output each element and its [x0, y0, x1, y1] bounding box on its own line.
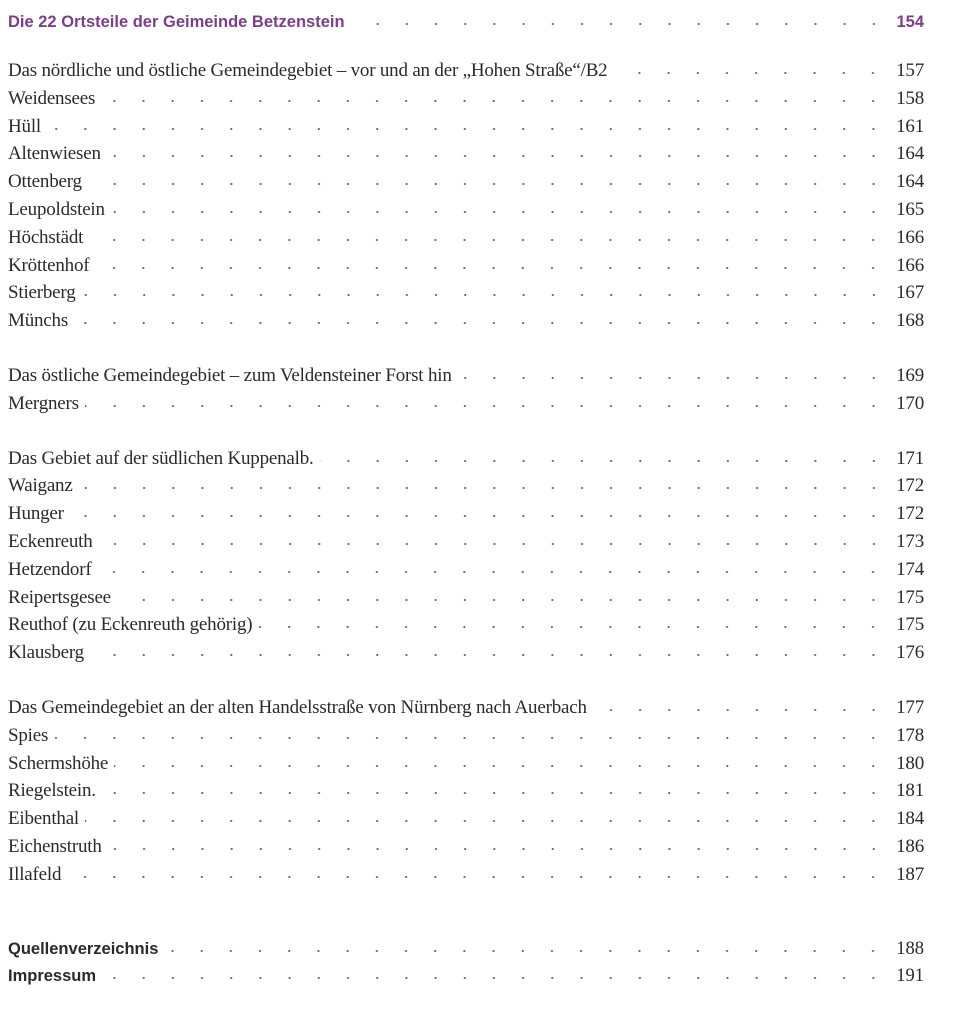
- toc-entry[interactable]: [8, 559, 924, 587]
- toc-entry[interactable]: [8, 227, 924, 255]
- toc-entry-label: Eibenthal: [8, 808, 80, 830]
- toc-entry[interactable]: [8, 282, 924, 310]
- toc-entry[interactable]: [8, 143, 924, 171]
- dot-leader: [85, 818, 888, 824]
- dot-leader: [89, 237, 888, 243]
- toc-entry-page-number: 176: [896, 642, 924, 664]
- toc-entry-page-number: 173: [896, 530, 924, 552]
- toc-entry[interactable]: [8, 587, 924, 615]
- toc-entry-page-number: 177: [896, 696, 924, 718]
- toc-entry[interactable]: [8, 753, 924, 781]
- toc-entry-label: Hunger: [8, 503, 64, 525]
- toc-entry[interactable]: [8, 503, 924, 531]
- toc-entry[interactable]: [8, 393, 924, 421]
- toc-entry-page-number: 166: [896, 226, 924, 248]
- toc-entry[interactable]: [8, 310, 924, 338]
- toc-entry-page-number: 181: [896, 780, 924, 802]
- toc-entry[interactable]: [8, 88, 924, 116]
- toc-entry-page-number: 187: [896, 863, 924, 885]
- toc-section-heading[interactable]: [8, 60, 924, 88]
- dot-leader: [97, 569, 888, 575]
- toc-entry[interactable]: [8, 725, 924, 753]
- toc-sections: [8, 40, 924, 892]
- toc-entry-label: Eichenstruth: [8, 835, 102, 857]
- toc-entry-label: Riegelstein.: [8, 780, 96, 802]
- dot-leader: [351, 21, 888, 27]
- dot-leader: [108, 846, 888, 852]
- toc-entry[interactable]: [8, 864, 924, 892]
- toc-entry-label: Das Gebiet auf der südlichen Kuppenalb.: [8, 447, 314, 469]
- dot-leader: [111, 209, 888, 215]
- dot-leader: [593, 707, 888, 713]
- toc-entry-page-number: 178: [896, 724, 924, 746]
- toc-entry-label: Das nördliche und östliche Gemeindegebiet – vor und an der „Hohen Straße“/B2: [8, 60, 608, 81]
- toc-entry-label: Altenwiesen: [8, 143, 101, 165]
- dot-leader: [107, 153, 888, 159]
- toc-entry[interactable]: [8, 642, 924, 670]
- toc-entry[interactable]: [8, 199, 924, 227]
- toc-entry-label: Leupoldstein: [8, 198, 105, 220]
- toc-chapter-heading[interactable]: [8, 13, 924, 40]
- toc-entry-page-number: 172: [896, 475, 924, 497]
- toc-entry[interactable]: [8, 531, 924, 559]
- toc-entry-label: Stierberg: [8, 282, 76, 304]
- toc-entry-label: Weidensees: [8, 87, 96, 109]
- spacer: [8, 670, 924, 697]
- dot-leader: [320, 458, 888, 464]
- toc-entry-page-number: 164: [896, 171, 924, 193]
- toc-entry-label: Impressum: [8, 967, 97, 986]
- dot-leader: [99, 541, 888, 547]
- toc-entry-label: Ottenberg: [8, 171, 82, 193]
- toc-entry-label: Münchs: [8, 310, 69, 332]
- toc-entry-page-number: 161: [896, 115, 924, 137]
- toc-entry-label: Reipertsgesee: [8, 586, 111, 608]
- dot-leader: [114, 763, 888, 769]
- toc-entry-page-number: 165: [896, 198, 924, 220]
- dot-leader: [47, 126, 888, 132]
- toc-entry-page-number: 170: [896, 392, 924, 414]
- toc-entry-page-number: 168: [896, 310, 924, 332]
- toc-entry-page-number: 172: [896, 503, 924, 525]
- toc-entry-page-number: 171: [896, 447, 924, 469]
- toc-section-heading[interactable]: [8, 448, 924, 476]
- toc-entry-label: Reuthof (zu Eckenreuth gehörig): [8, 614, 253, 636]
- toc-entry[interactable]: [8, 171, 924, 199]
- dot-leader: [90, 652, 888, 658]
- dot-leader: [74, 320, 888, 326]
- dot-leader: [101, 98, 888, 104]
- toc-entry-page-number: 186: [896, 835, 924, 857]
- toc-section: [8, 60, 924, 338]
- toc-entry-label: Spies: [8, 724, 49, 746]
- spacer: [8, 40, 924, 60]
- dot-leader: [102, 790, 888, 796]
- dot-leader: [102, 975, 888, 981]
- toc-entry-label: Klausberg: [8, 642, 84, 664]
- toc-entry[interactable]: [8, 614, 924, 642]
- toc-entry-page-number: 188: [896, 938, 924, 959]
- chapter-title: Die 22 Ortsteile der Geimeinde Betzenstein: [8, 13, 345, 31]
- dot-leader: [70, 513, 888, 519]
- toc-entry-page-number: 158: [896, 87, 924, 109]
- dot-leader: [67, 874, 888, 880]
- dot-leader: [117, 597, 888, 603]
- toc-entry-label: Quellenverzeichnis: [8, 939, 159, 958]
- toc-entry-page-number: 169: [896, 364, 924, 386]
- dot-leader: [613, 70, 888, 76]
- dot-leader: [458, 375, 888, 381]
- dot-leader: [258, 624, 888, 630]
- toc-entry[interactable]: [8, 780, 924, 808]
- dot-leader: [164, 948, 888, 954]
- spacer: [8, 421, 924, 448]
- spacer: [8, 892, 924, 939]
- dot-leader: [82, 292, 888, 298]
- toc-entry-page-number: 166: [896, 254, 924, 276]
- toc-entry-label: Schermshöhe: [8, 752, 109, 774]
- dot-leader: [85, 403, 888, 409]
- chapter-page-number: 154: [896, 13, 924, 31]
- toc-entry-label: Das Gemeindegebiet an der alten Handelsstraße von Nürnberg nach Auerbach: [8, 696, 587, 718]
- toc-entry-page-number: 184: [896, 808, 924, 830]
- toc-entry[interactable]: [8, 255, 924, 283]
- toc-entry[interactable]: [8, 836, 924, 864]
- toc-back-matter-entry[interactable]: [8, 939, 924, 967]
- toc-entry-page-number: 180: [896, 752, 924, 774]
- toc-entry-page-number: 175: [896, 614, 924, 636]
- toc-entry-page-number: 164: [896, 143, 924, 165]
- toc-back-matter: [8, 939, 924, 995]
- dot-leader: [79, 485, 888, 491]
- toc-section: [8, 365, 924, 421]
- toc-entry-label: Das östliche Gemeindegebiet – zum Veldensteiner Forst hin: [8, 364, 452, 386]
- toc-section: [8, 448, 924, 670]
- toc-section: [8, 697, 924, 892]
- toc-entry-label: Illafeld: [8, 863, 62, 885]
- toc-entry-page-number: 157: [896, 60, 924, 81]
- table-of-contents: [8, 0, 924, 994]
- dot-leader: [54, 735, 888, 741]
- toc-back-matter-entry[interactable]: [8, 966, 924, 994]
- toc-entry-label: Hetzendorf: [8, 558, 92, 580]
- toc-section-heading[interactable]: [8, 365, 924, 393]
- toc-entry-page-number: 167: [896, 282, 924, 304]
- toc-entry-label: Waiganz: [8, 475, 73, 497]
- toc-entry[interactable]: [8, 475, 924, 503]
- toc-entry-page-number: 191: [896, 966, 924, 987]
- toc-section-heading[interactable]: [8, 697, 924, 725]
- toc-entry-label: Hüll: [8, 115, 41, 137]
- spacer: [8, 338, 924, 365]
- toc-entry-page-number: 175: [896, 586, 924, 608]
- toc-entry-label: Mergners: [8, 392, 79, 414]
- toc-entry-label: Eckenreuth: [8, 530, 93, 552]
- toc-entry-label: Höchstädt: [8, 226, 84, 248]
- toc-entry[interactable]: [8, 116, 924, 144]
- toc-entry-page-number: 174: [896, 558, 924, 580]
- toc-entry-label: Kröttenhof: [8, 254, 90, 276]
- toc-entry[interactable]: [8, 808, 924, 836]
- dot-leader: [95, 265, 888, 271]
- dot-leader: [88, 181, 888, 187]
